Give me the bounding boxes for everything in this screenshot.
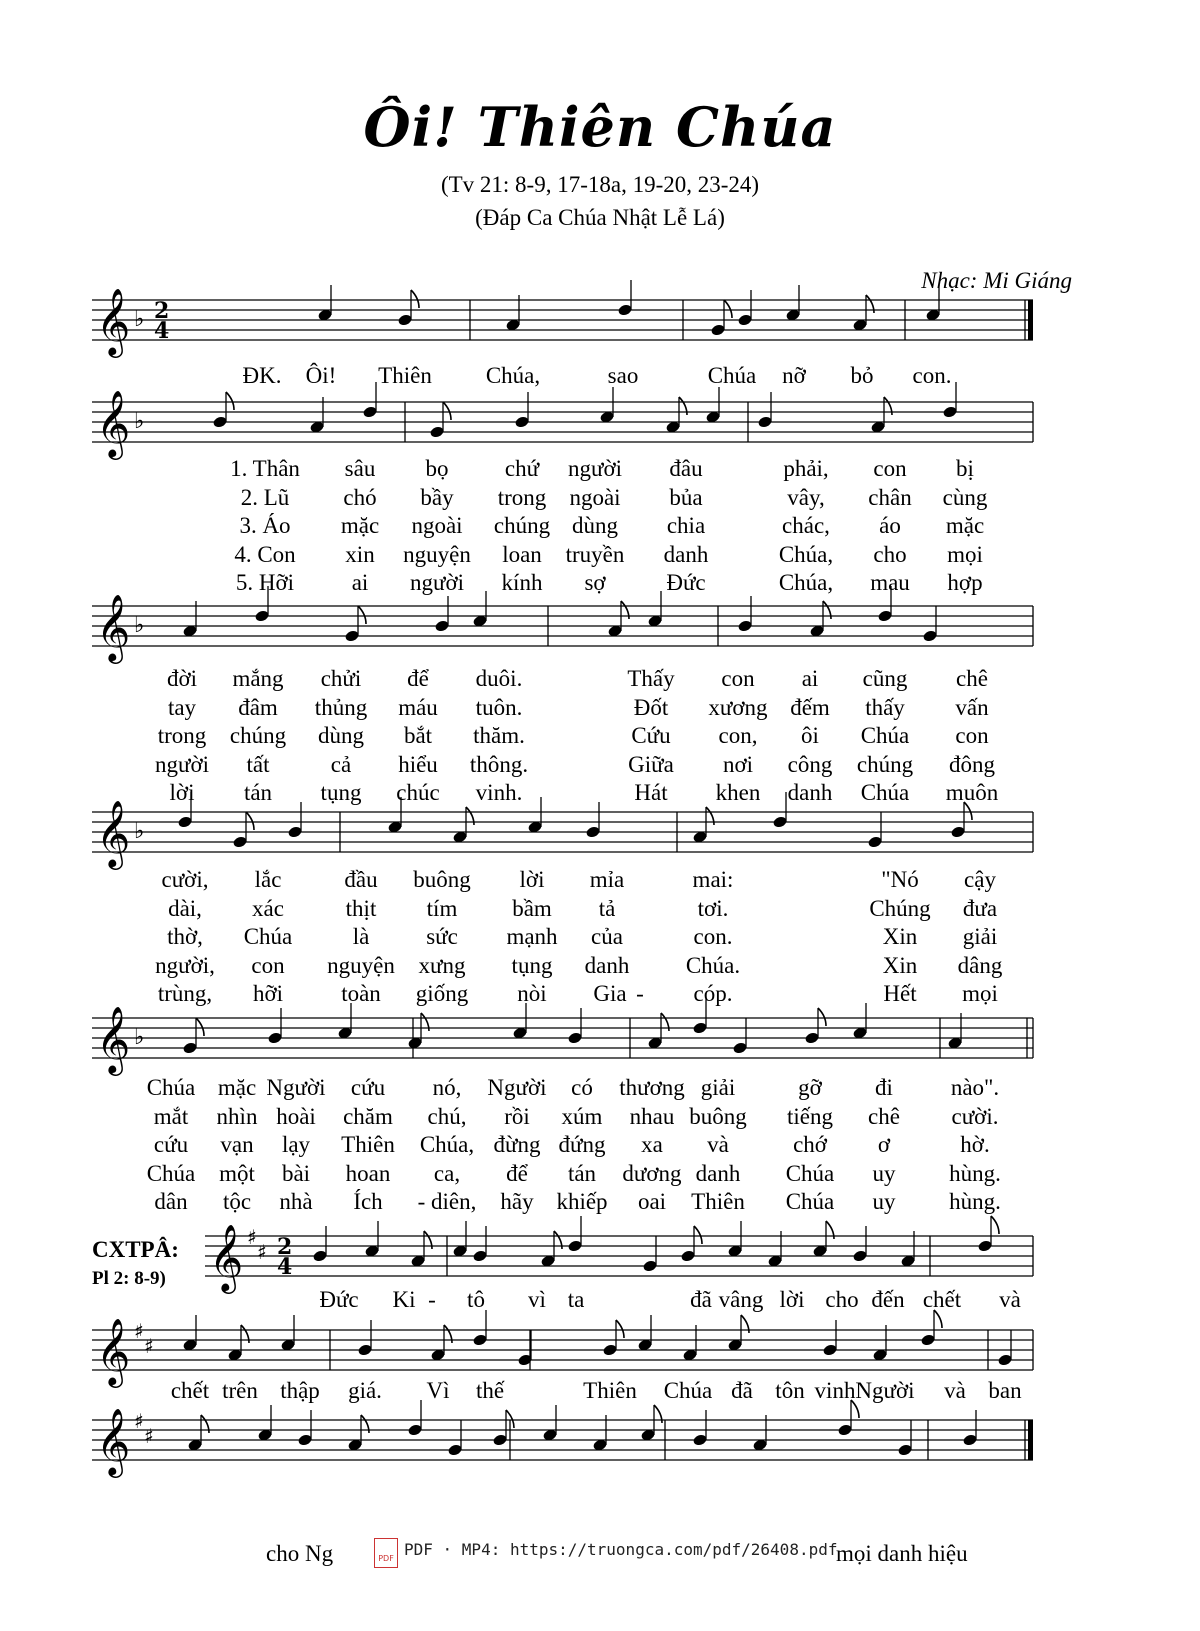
- verse-lyric: nó,: [432, 1075, 462, 1100]
- verse-lyric: Ích: [353, 1189, 383, 1214]
- verse-lyric: thông.: [469, 751, 529, 777]
- verse-lyric: cùng: [942, 484, 988, 510]
- key-flat: ♭: [134, 409, 145, 434]
- verse-lyric: đời: [166, 666, 198, 691]
- verse-lyric: tơi.: [697, 895, 729, 921]
- key-flat: ♭: [134, 819, 145, 844]
- verse-lyric: Chúa: [860, 780, 910, 805]
- verse-lyric: tả: [598, 895, 616, 921]
- verse-lyric: xưng: [418, 952, 466, 978]
- key-sharp: ♯: [134, 1319, 144, 1343]
- verse-lyric: ai: [351, 570, 369, 595]
- verse-lyric: Chúa: [146, 1160, 196, 1186]
- verse-lyric: hùng.: [949, 1189, 1001, 1214]
- verse-lyric: Hết: [883, 981, 917, 1006]
- verse-lyric: cả: [330, 751, 352, 777]
- verse-lyric: hiểu: [398, 751, 438, 777]
- cx-lyric-tail-left: cho Ng: [266, 1541, 334, 1566]
- verse-lyric: trong: [157, 723, 207, 748]
- verse-lyric: bắt: [403, 723, 433, 748]
- verse-lyric: đứng: [558, 1132, 606, 1157]
- verse-lyric: đâm: [238, 694, 278, 720]
- note-flag: [411, 290, 419, 308]
- verse-lyric: mắt: [153, 1103, 189, 1129]
- cx-lyric: chết: [922, 1287, 962, 1312]
- verse-lyric: tiếng: [787, 1103, 833, 1129]
- verse-lyric: Hát: [634, 780, 668, 805]
- verse-lyric: vây,: [787, 484, 825, 510]
- refrain-lyric: Chúa: [707, 363, 757, 388]
- cx-lyric: và: [944, 1378, 966, 1403]
- cx-lyric: tô: [467, 1287, 485, 1312]
- treble-clef: 𝄞: [209, 1223, 244, 1291]
- verse-lyric: chửi: [320, 666, 362, 691]
- verse-lyric: vạn: [220, 1132, 254, 1157]
- cx-lyric: và: [999, 1287, 1021, 1312]
- verse-lyric: thờ,: [167, 924, 203, 949]
- verse-lyric: lắc: [254, 867, 282, 892]
- song-title: Ôi! Thiên Chúa: [363, 95, 837, 159]
- verse-lyric: dương: [622, 1160, 682, 1186]
- cx-lyric: giá.: [348, 1378, 382, 1403]
- key-sharp: ♯: [144, 1424, 154, 1448]
- verse-lyric: truyền: [565, 541, 625, 567]
- cx-lyric: ban: [988, 1378, 1022, 1403]
- verse-lyric: lời: [169, 780, 195, 805]
- verse-lyric: cũng: [862, 666, 908, 691]
- refrain-lyric: ĐK.: [242, 363, 282, 388]
- verse-lyric: bài: [281, 1160, 311, 1186]
- time-sig-bottom: 4: [277, 1254, 293, 1280]
- verse-lyric: công: [787, 751, 833, 777]
- verse-lyric: gỡ: [798, 1075, 822, 1100]
- verse-lyric: tán: [567, 1160, 597, 1186]
- verse-lyric: một: [219, 1160, 255, 1186]
- verse-lyric: buông: [689, 1103, 747, 1129]
- verse-lyric: cóp.: [693, 981, 733, 1006]
- verse-lyric: nguyện: [403, 541, 471, 567]
- verse-lyric: ngoài: [411, 513, 463, 538]
- verse-lyric: mạnh: [506, 924, 558, 949]
- cx-lyric: Người: [855, 1378, 915, 1403]
- verse-lyric: người: [409, 570, 465, 595]
- verse-lyric: Đức: [666, 570, 706, 595]
- verse-lyric: tán: [243, 780, 273, 805]
- verse-lyric: sức: [426, 924, 458, 949]
- cx-lyric: đã: [690, 1287, 712, 1312]
- verse-lyric: Chúa,: [778, 570, 834, 595]
- verse-lyric: là: [352, 924, 370, 949]
- verse-lyric: nguyện: [327, 952, 395, 978]
- verse-lyric: hợp: [947, 570, 983, 595]
- verse-lyric: chứ: [504, 456, 540, 481]
- verse-lyric: Đốt: [633, 694, 669, 720]
- cx-lyric: tôn: [775, 1378, 805, 1403]
- verse-lyric: mau: [870, 570, 910, 595]
- verse-lyric: Xin: [882, 924, 918, 949]
- refrain-lyric: Thiên: [378, 363, 432, 388]
- verse-lyric: hoan: [345, 1160, 391, 1186]
- verse-lyric: chúng: [493, 513, 551, 538]
- verse-lyric: tất: [246, 751, 270, 777]
- treble-clef: 𝄞: [96, 1005, 131, 1073]
- verse-lyric: đi: [875, 1075, 893, 1100]
- verse-lyric: đưa: [962, 895, 998, 921]
- verse-lyric: nhau: [629, 1103, 675, 1129]
- verse-lyric: con.: [693, 924, 733, 949]
- time-sig-bottom: 4: [154, 318, 170, 344]
- verse-lyric: Chúa: [243, 924, 293, 949]
- treble-clef: 𝄞: [96, 287, 131, 355]
- verse-lyric: danh: [663, 541, 709, 567]
- verse-lyric: con: [721, 666, 755, 691]
- note-flag: [226, 392, 234, 410]
- cx-lyric: đến: [871, 1287, 905, 1312]
- verse-lyric: lạy: [281, 1132, 311, 1157]
- verse-lyric: cứu: [153, 1132, 189, 1157]
- refrain-lyric: bỏ: [850, 363, 874, 388]
- verse-lyric: nhìn: [216, 1103, 258, 1129]
- verse-lyric: mỉa: [589, 867, 625, 892]
- verse-lyric: giải: [962, 924, 998, 949]
- verse-lyric: "Nó: [881, 867, 919, 892]
- note-flag: [358, 606, 366, 624]
- verse-lyric: tím: [426, 895, 458, 921]
- psalm-reference: (Tv 21: 8-9, 17-18a, 19-20, 23-24): [440, 172, 760, 197]
- verse-lyric: hỡi: [252, 981, 284, 1006]
- verse-lyric: vấn: [955, 694, 989, 720]
- verse-lyric: để: [506, 1160, 528, 1186]
- cx-lyric: -: [428, 1287, 436, 1312]
- verse-lyric: ngoài: [569, 484, 621, 510]
- verse-lyric: ca,: [433, 1160, 461, 1186]
- time-sig-top: 2: [154, 298, 170, 324]
- refrain-lyric: Chúa,: [485, 363, 541, 388]
- note-flag: [818, 1008, 826, 1026]
- cx-lyric: đã: [731, 1378, 753, 1403]
- verse-lyric: con: [955, 723, 989, 748]
- verse-lyric: buông: [413, 867, 471, 892]
- treble-clef: 𝄞: [96, 389, 131, 457]
- cx-lyric: vì: [528, 1287, 546, 1312]
- cx-lyric: cho: [825, 1287, 859, 1312]
- verse-lyric: bủa: [669, 484, 703, 510]
- verse-lyric: danh: [584, 952, 630, 978]
- verse-lyric: toàn: [341, 981, 381, 1006]
- refrain-lyric: sao: [607, 363, 639, 388]
- cx-lyric-tail-right: mọi danh hiệu: [836, 1541, 968, 1566]
- verse-lyric: có: [571, 1075, 593, 1100]
- verse-lyric: hùng.: [949, 1160, 1001, 1186]
- verse-lyric: sợ: [584, 570, 606, 595]
- verse-lyric: cười.: [951, 1103, 999, 1129]
- verse-lyric: bọ: [425, 456, 449, 481]
- verse-lyric: con: [873, 456, 907, 481]
- verse-lyric: chớ: [793, 1132, 827, 1157]
- verse-lyric: đông: [949, 751, 995, 777]
- verse-lyric: bầm: [512, 895, 552, 921]
- verse-lyric: xương: [708, 694, 768, 720]
- verse-lyric: người,: [155, 952, 215, 978]
- note-flag: [694, 1226, 702, 1244]
- verse-lyric: lời: [519, 867, 545, 892]
- verse-lyric: thương: [619, 1075, 685, 1100]
- verse-lyric: Chúa: [785, 1189, 835, 1214]
- verse-lyric: nòi: [517, 981, 547, 1006]
- verse-lyric: khiếp: [556, 1189, 608, 1214]
- verse-lyric: -: [636, 981, 644, 1006]
- verse-lyric: ôi: [801, 723, 819, 748]
- verse-lyric: nơi: [722, 751, 754, 777]
- cx-lyric: ta: [567, 1287, 585, 1312]
- verse-lyric: thịt: [345, 895, 377, 921]
- verse-lyric: trùng,: [157, 981, 213, 1006]
- verse-lyric: 5. Hỡi: [235, 570, 295, 595]
- verse-lyric: dâng: [957, 952, 1003, 978]
- verse-lyric: tộc: [222, 1189, 252, 1214]
- note-flag: [616, 1320, 624, 1338]
- refrain-lyric: con.: [912, 363, 952, 388]
- verse-lyric: xúm: [561, 1103, 603, 1129]
- verse-lyric: Chúa,: [419, 1132, 475, 1157]
- verse-lyric: mọi: [947, 541, 983, 567]
- verse-lyric: dùng: [318, 723, 364, 748]
- verse-lyric: cho: [873, 541, 907, 567]
- note-flag: [724, 300, 732, 318]
- verse-lyric: đừng: [493, 1132, 541, 1157]
- key-flat: ♭: [134, 1025, 145, 1050]
- occasion-subtitle: (Đáp Ca Chúa Nhật Lễ Lá): [475, 205, 725, 230]
- verse-lyric: mắng: [232, 666, 284, 691]
- verse-lyric: mặc: [217, 1075, 257, 1100]
- key-sharp: ♯: [247, 1225, 257, 1249]
- cx-lyric: Thiên: [583, 1378, 637, 1403]
- refrain-lyric: nỡ: [782, 363, 806, 388]
- final-bar: [1028, 1420, 1033, 1460]
- pdf-icon[interactable]: PDF: [374, 1538, 398, 1568]
- verse-lyric: Cứu: [631, 723, 671, 748]
- verse-lyric: chú,: [427, 1103, 467, 1129]
- verse-lyric: xin: [345, 541, 375, 567]
- note-flag: [991, 1216, 999, 1234]
- verse-lyric: 1. Thân: [230, 456, 300, 481]
- verse-lyric: cậy: [964, 867, 996, 892]
- verse-lyric: dân: [154, 1189, 188, 1214]
- verse-lyric: xác: [252, 895, 284, 921]
- verse-lyric: ai: [801, 666, 819, 691]
- cx-lyric: vinh: [814, 1378, 856, 1403]
- verse-lyric: con: [251, 952, 285, 978]
- verse-lyric: vinh.: [475, 780, 523, 805]
- verse-lyric: hãy: [500, 1189, 534, 1214]
- cx-lyric: thập: [280, 1378, 320, 1403]
- verse-lyric: chúng: [856, 751, 914, 777]
- verse-lyric: mai:: [692, 867, 734, 892]
- key-sharp: ♯: [144, 1334, 154, 1358]
- verse-lyric: Người: [266, 1075, 326, 1100]
- verse-lyric: tay: [167, 694, 197, 720]
- treble-clef: 𝄞: [96, 799, 131, 867]
- footer: [0, 1536, 1200, 1576]
- composer-credit: Nhạc: Mi Giáng: [921, 268, 1072, 293]
- key-flat: ♭: [134, 613, 145, 638]
- verse-lyric: chác,: [782, 513, 830, 538]
- verse-lyric: - diên,: [417, 1189, 477, 1214]
- verse-lyric: 3. Áo: [239, 513, 291, 538]
- verse-lyric: để: [407, 666, 429, 691]
- verse-lyric: Chúa,: [778, 541, 834, 567]
- verse-lyric: chúc: [396, 780, 440, 805]
- verse-lyric: phải,: [783, 456, 829, 481]
- cx-lyric: lời: [779, 1287, 805, 1312]
- verse-lyric: muôn: [945, 780, 999, 805]
- verse-lyric: nhà: [279, 1189, 313, 1214]
- cx-lyric: Ki: [392, 1287, 416, 1312]
- verse-lyric: rồi: [504, 1103, 530, 1129]
- cx-section-label: CXTPÂ:: [92, 1237, 179, 1262]
- verse-lyric: áo: [879, 513, 901, 538]
- verse-lyric: thủng: [314, 694, 368, 720]
- verse-lyric: người: [154, 751, 210, 777]
- verse-lyric: danh: [695, 1160, 741, 1186]
- cx-lyric: Chúa: [663, 1378, 713, 1403]
- verse-lyric: con,: [718, 723, 758, 748]
- verse-lyric: mọi: [962, 981, 998, 1006]
- verse-lyric: Chúng: [869, 895, 931, 921]
- verse-lyric: chân: [868, 484, 912, 510]
- verse-lyric: chăm: [343, 1103, 393, 1129]
- verse-lyric: tuôn.: [475, 694, 523, 720]
- verse-lyric: bị: [956, 456, 974, 481]
- verse-lyric: Chúa: [785, 1160, 835, 1186]
- time-sig-top: 2: [277, 1234, 293, 1260]
- verse-lyric: cười,: [161, 867, 209, 892]
- verse-lyric: Gia: [593, 981, 627, 1006]
- key-sharp: ♯: [134, 1409, 144, 1433]
- verse-lyric: chia: [666, 513, 706, 538]
- verse-lyric: thăm.: [473, 723, 525, 748]
- verse-lyric: đầu: [344, 867, 378, 892]
- verse-lyric: của: [591, 924, 623, 949]
- verse-lyric: Chúa: [860, 723, 910, 748]
- verse-lyric: mặc: [340, 513, 380, 538]
- verse-lyric: Thiên: [341, 1132, 395, 1157]
- verse-lyric: danh: [787, 780, 833, 805]
- verse-lyric: loan: [502, 541, 542, 567]
- verse-lyric: duôi.: [475, 666, 523, 691]
- verse-lyric: Chúa: [146, 1075, 196, 1100]
- note-flag: [443, 402, 451, 420]
- cx-lyric: vâng: [718, 1287, 764, 1312]
- verse-lyric: Thấy: [627, 666, 675, 691]
- key-sharp: ♯: [257, 1240, 267, 1264]
- verse-lyric: kính: [501, 570, 543, 595]
- verse-lyric: dùng: [572, 513, 618, 538]
- verse-lyric: hờ.: [960, 1132, 990, 1157]
- verse-lyric: giống: [415, 981, 469, 1006]
- verse-lyric: giải: [700, 1075, 736, 1100]
- cx-lyric: Đức: [319, 1287, 359, 1312]
- verse-lyric: đếm: [790, 694, 830, 720]
- key-flat: ♭: [134, 307, 145, 332]
- verse-lyric: cứu: [350, 1075, 386, 1100]
- verse-lyric: Thiên: [691, 1189, 745, 1214]
- final-bar: [1028, 300, 1033, 340]
- verse-lyric: thấy: [865, 694, 905, 720]
- verse-lyric: uy: [872, 1189, 896, 1214]
- verse-lyric: 4. Con: [234, 541, 296, 567]
- cx-section-reference: Pl 2: 8-9): [92, 1268, 166, 1289]
- treble-clef: 𝄞: [96, 1407, 131, 1475]
- source-link[interactable]: PDF · MP4: https://truongca.com/pdf/26408.pdf: [404, 1540, 838, 1559]
- verse-lyric: Giữa: [628, 751, 674, 777]
- verse-lyric: 2. Lũ: [240, 484, 290, 510]
- note-flag: [196, 1018, 204, 1036]
- verse-lyric: đâu: [669, 456, 703, 481]
- cx-lyric: trên: [222, 1378, 258, 1403]
- verse-lyric: chê: [956, 666, 988, 691]
- verse-lyric: Người: [487, 1075, 547, 1100]
- verse-lyric: chó: [343, 484, 377, 510]
- treble-clef: 𝄞: [96, 1317, 131, 1385]
- verse-lyric: chúng: [229, 723, 287, 748]
- verse-lyric: Xin: [882, 952, 918, 978]
- treble-clef: 𝄞: [96, 593, 131, 661]
- verse-lyric: mặc: [945, 513, 985, 538]
- refrain-lyric: Ôi!: [305, 363, 337, 388]
- verse-lyric: xa: [641, 1132, 663, 1157]
- verse-lyric: Chúa.: [685, 952, 741, 978]
- verse-lyric: người: [567, 456, 623, 481]
- cx-lyric: Vì: [426, 1378, 450, 1403]
- verse-lyric: nào".: [950, 1075, 1000, 1100]
- verse-lyric: sâu: [344, 456, 376, 481]
- note-flag: [246, 812, 254, 830]
- verse-lyric: tụng: [511, 952, 553, 978]
- verse-lyric: máu: [398, 694, 438, 720]
- verse-lyric: oai: [637, 1189, 667, 1214]
- verse-lyric: và: [707, 1132, 729, 1157]
- verse-lyric: chê: [868, 1103, 900, 1129]
- verse-lyric: tụng: [320, 780, 362, 805]
- verse-lyric: trong: [497, 484, 547, 510]
- verse-lyric: khen: [715, 780, 761, 805]
- verse-lyric: uy: [872, 1160, 896, 1186]
- verse-lyric: ơ: [877, 1132, 891, 1157]
- cx-lyric: thế: [475, 1378, 505, 1403]
- verse-lyric: hoài: [276, 1103, 316, 1129]
- cx-lyric: chết: [170, 1378, 210, 1403]
- verse-lyric: dài,: [168, 895, 202, 921]
- verse-lyric: bầy: [420, 484, 454, 510]
